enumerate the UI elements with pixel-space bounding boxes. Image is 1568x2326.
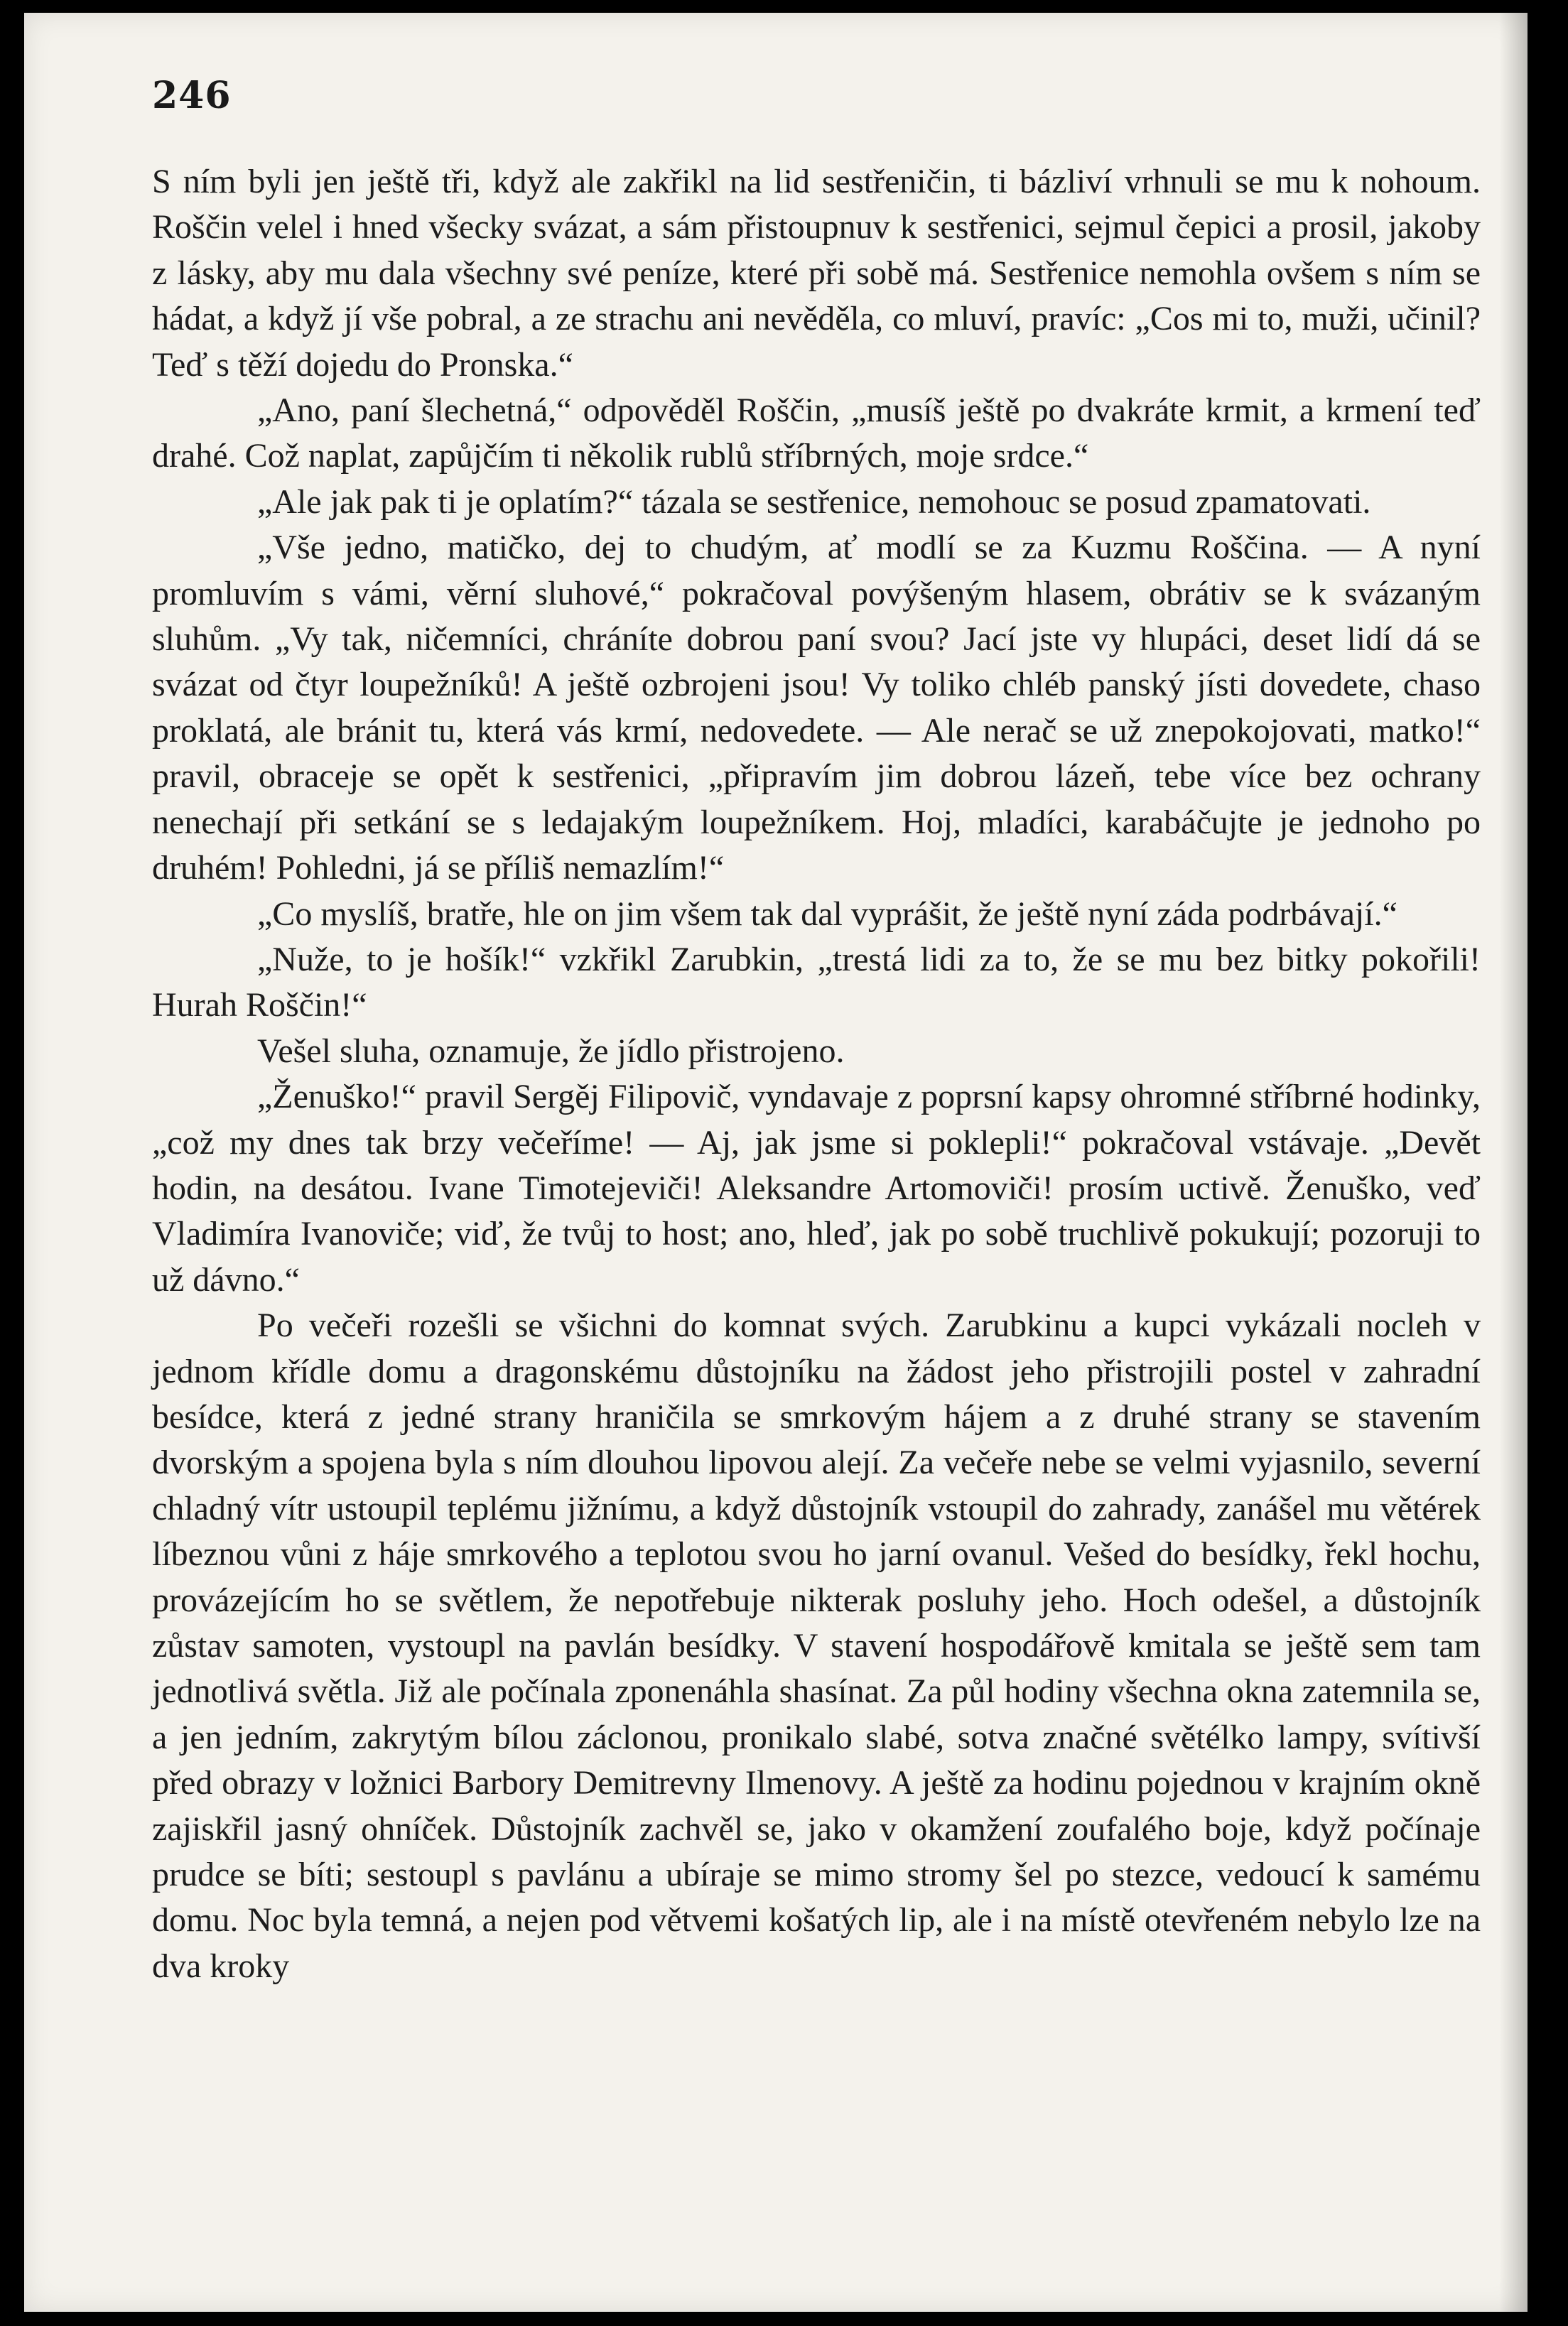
paragraph-4: „Vše jedno, matičko, dej to chudým, ať modlí se za Kuzmu Roščina. — A nyní promluvím s vámi, věrní sluhové,“ pokračoval povýšeným hlasem, obrátiv se k svázaným sluhům. „Vy tak, ničemníci, chráníte dobrou paní svou? Jací jste vy hlupáci, deset lidí dá se svázat od čtyr loupežníků! A ještě ozbrojeni jsou! Vy toliko chléb panský jísti dovedete, chaso proklatá, ale bránit tu, která vás krmí, nedovedete. — Ale nerač se už znepokojovati, matko!“ pravil, obraceje se opět k sestřenici, „připravím jim dobrou lázeň, tebe více bez ochrany nenechají při setkání se s ledajakým loupežníkem. Hoj, mladíci, karabáčujte je jednoho po druhém! Pohledni, já se příliš nemazlím!“	[152, 529, 1481, 887]
page-edge-shadow	[1499, 13, 1528, 2312]
page-number: 246	[152, 74, 232, 117]
paragraph-9: Po večeři rozešli se všichni do komnat svých. Zarubkinu a kupci vykázali nocleh v jednom křídle domu a dragonskému důstojníku na žádost jeho přistrojili postel v zahradní besídce, která z jedné strany hraničila se smrkovým hájem a z druhé strany se stavením dvorským a spojena byla s ním dlouhou lipovou alejí. Za večeře nebe se velmi vyjasnilo, severní chladný vítr ustoupil teplému jižnímu, a když důstojník vstoupil do zahrady, zanášel mu větérek líbeznou vůni z háje smrkového a teplotou svou ho jarní ovanul. Vešed do besídky, řekl hochu, provázejícím ho se světlem, že nepotřebuje nikterak posluhy jeho. Hoch odešel, a důstojník zůstav samoten, vystoupl na pavlán besídky. V stavení hospodářově kmitala se ještě sem tam jednotlivá světla. Již ale počínala zponenáhla shasínat. Za půl hodiny všechna okna zatemnila se, a jen jedním, zakrytým bílou záclonou, pronikalo slabé, sotva značné světélko lampy, svítivší před obrazy v ložnici Barbory Demitrevny Ilmenovy. A ještě za hodinu pojednou v krajním okně zajiskřil jasný ohníček. Důstojník zachvěl se, jako v okamžení zoufalého boje, když počínaje prudce se bíti; sestoupl s pavlánu a ubíraje se mimo stromy šel po stezce, vedoucí k samému domu. Noc byla temná, a nejen pod větvemi košatých lip, ale i na místě otevřeném nebylo lze na dva kroky	[152, 1307, 1481, 1985]
paragraph-5: „Co myslíš, bratře, hle on jim všem tak dal vyprášit, že ještě nyní záda podrbávají.“	[257, 894, 1397, 933]
paragraph-6: „Nuže, to je hošík!“ vzkřikl Zarubkin, „trestá lidi za to, že se mu bez bitky pokořili! Hurah Roščin!“	[152, 940, 1481, 1024]
paragraph-1: S ním byli jen ještě tři, když ale zakřikl na lid sestřeničin, ti bázliví vrhnuli se mu k nohoum. Roščin velel i hned všecky svázat, a sám přistoupnuv k sestřenici, sejmul čepici a prosil, jakoby z lásky, aby mu dala všechny své peníze, které při sobě má. Sestřenice nemohla ovšem s ním se hádat, a když jí vše pobral, a ze strachu ani nevěděla, co mluví, pravíc: „Cos mi to, muži, učinil? Teď s těží dojedu do Pronska.“	[152, 163, 1481, 384]
paragraph-2: „Ano, paní šlechetná,“ odpověděl Roščin, „musíš ještě po dvakráte krmit, a krmení teď drahé. Což naplat, zapůjčím ti několik rublů stříbrných, moje srdce.“	[152, 391, 1481, 475]
paragraph-3: „Ale jak pak ti je oplatím?“ tázala se sestřenice, nemohouc se posud zpamatovati.	[257, 482, 1371, 521]
paragraph-8: „Ženuško!“ pravil Sergěj Filipovič, vyndavaje z poprsní kapsy ohromné stříbrné hodinky, „což my dnes tak brzy večeříme! — Aj, jak jsme si poklepli!“ pokračoval vstávaje. „Devět hodin, na desátou. Ivane Timotejeviči! Aleksandre Artomoviči! prosím uctivě. Ženuško, veď Vladimíra Ivanoviče; viď, že tvůj to host; ano, hleď, jak po sobě truchlivě pokukují; pozoruji to už dávno.“	[152, 1078, 1481, 1299]
page-text	[152, 159, 1481, 1989]
paragraph-7: Vešel sluha, oznamuje, že jídlo přistrojeno.	[257, 1032, 845, 1070]
book-page	[24, 13, 1528, 2312]
